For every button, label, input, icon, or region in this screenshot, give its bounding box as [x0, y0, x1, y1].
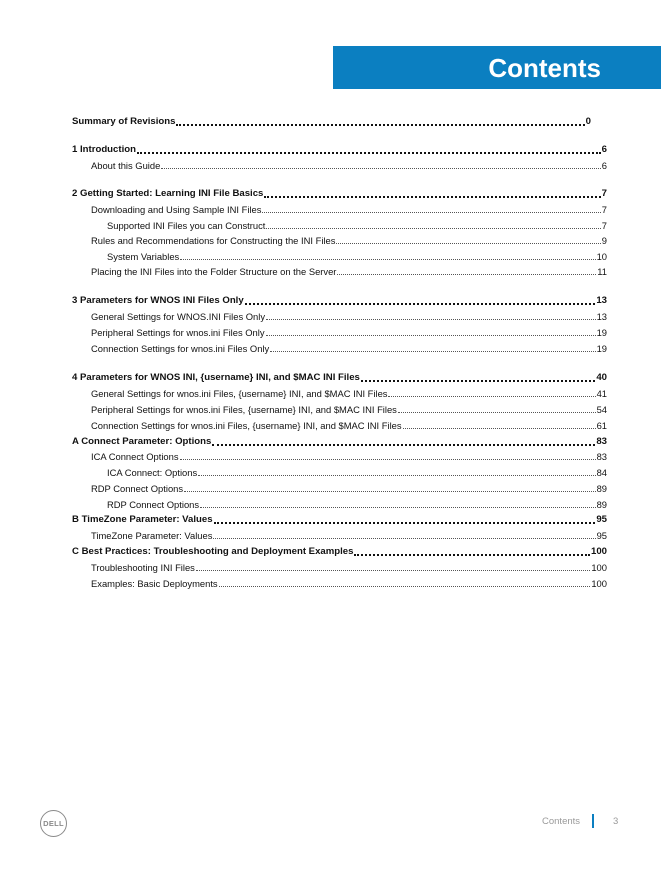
toc-entry-page: 95 [596, 514, 607, 525]
toc-entry-page: 13 [596, 311, 607, 322]
toc-entry-page: 7 [601, 188, 607, 199]
toc-entry-text: Placing the INI Files into the Folder Structure on the Server [91, 266, 337, 277]
dot-leader [219, 576, 591, 587]
dot-leader [184, 481, 596, 492]
toc-entry-placing-ini-files[interactable] [72, 264, 607, 278]
dell-logo-text: DELL [43, 819, 64, 828]
toc-entry-text: 1 Introduction [72, 144, 136, 155]
dot-leader [403, 418, 596, 429]
dot-leader [214, 512, 596, 524]
toc-entry-page: 100 [591, 562, 607, 573]
toc-entry-text: TimeZone Parameter: Values [91, 530, 213, 541]
toc-entry-text: Peripheral Settings for wnos.ini Files Only [91, 327, 265, 338]
toc-entry-page: 19 [596, 343, 607, 354]
dot-leader [213, 528, 595, 539]
dot-leader [337, 264, 596, 275]
toc-entry-page: 6 [601, 144, 607, 155]
dot-leader [200, 497, 596, 508]
toc-entry-page: 100 [591, 578, 607, 589]
toc-entry-text: Rules and Recommendations for Constructing the INI Files [91, 235, 336, 246]
toc-entry-general-settings-all[interactable] [72, 386, 607, 400]
toc-entry-timezone-parameter[interactable] [72, 512, 607, 526]
dot-leader [264, 186, 600, 198]
toc-entry-page: 54 [596, 404, 607, 415]
toc-entry-page: 0 [585, 116, 591, 127]
dot-leader [354, 544, 590, 556]
dot-leader [161, 158, 600, 169]
toc-entry-text: Downloading and Using Sample INI Files [91, 204, 262, 215]
toc-entry-page: 40 [596, 372, 607, 383]
toc-entry-page: 10 [596, 251, 607, 262]
toc-entry-text: RDP Connect Options [107, 499, 200, 510]
toc-entry-text: General Settings for wnos.ini Files, {username} INI, and $MAC INI Files [91, 388, 388, 399]
toc-entry-text: ICA Connect Options [91, 451, 179, 462]
toc-entry-summary-of-revisions[interactable] [72, 114, 591, 128]
footer-page-number: 3 [613, 816, 619, 827]
toc-entry-page: 61 [596, 420, 607, 431]
dot-leader [266, 218, 600, 229]
dot-leader [361, 370, 595, 382]
toc-entry-page: 13 [596, 295, 607, 306]
toc-entry-page: 19 [596, 327, 607, 338]
toc-entry-best-practices[interactable] [72, 544, 607, 558]
toc-entry-text: C Best Practices: Troubleshooting and Deployment Examples [72, 546, 354, 557]
toc-entry-page: 7 [601, 204, 607, 215]
toc-entry-connection-settings-all[interactable] [72, 418, 607, 432]
dot-leader [266, 309, 596, 320]
toc-entry-downloading-sample-ini[interactable] [72, 202, 607, 216]
dot-leader [388, 386, 595, 397]
dot-leader [270, 341, 595, 352]
toc-entry-introduction[interactable] [72, 142, 607, 156]
dot-leader [212, 434, 595, 446]
toc-entry-text: System Variables [107, 251, 180, 262]
dot-leader [196, 560, 590, 571]
toc-entry-general-settings-wnos[interactable] [72, 309, 607, 323]
dot-leader [336, 233, 600, 244]
toc-entry-timezone-values[interactable] [72, 528, 607, 542]
contents-banner [333, 46, 661, 89]
dot-leader [398, 402, 596, 413]
toc-entry-text: Summary of Revisions [72, 116, 176, 127]
toc-entry-page: 6 [601, 160, 607, 171]
toc-entry-text: Supported INI Files you can Construct [107, 220, 266, 231]
toc-entry-connect-parameter-options[interactable] [72, 434, 607, 448]
dot-leader [245, 293, 596, 305]
dell-logo [40, 810, 67, 837]
toc-entry-text: 2 Getting Started: Learning INI File Basics [72, 188, 264, 199]
toc-entry-page: 100 [590, 546, 607, 557]
toc-entry-ica-connect-options[interactable] [72, 449, 607, 463]
toc-entry-text: Troubleshooting INI Files [91, 562, 195, 573]
dot-leader [176, 114, 584, 126]
toc-entry-page: 11 [597, 266, 607, 277]
toc-entry-rdp-connect-options[interactable] [72, 481, 607, 495]
toc-entry-text: A Connect Parameter: Options [72, 436, 212, 447]
toc-entry-connection-settings-wnos[interactable] [72, 341, 607, 355]
toc-entry-page: 89 [596, 483, 607, 494]
dot-leader [266, 325, 596, 336]
toc-entry-text: About this Guide [91, 160, 161, 171]
toc-entry-text: Connection Settings for wnos.ini Files, {username} INI, and $MAC INI Files [91, 420, 402, 431]
toc-entry-peripheral-settings-wnos[interactable] [72, 325, 607, 339]
toc-entry-ica-connect-options-sub[interactable] [72, 465, 607, 479]
toc-entry-troubleshooting-ini[interactable] [72, 560, 607, 574]
toc-entry-text: Examples: Basic Deployments [91, 578, 218, 589]
toc-entry-supported-ini-files[interactable] [72, 218, 607, 232]
dot-leader [137, 142, 601, 154]
toc-entry-page: 83 [596, 451, 607, 462]
footer-section-label: Contents [542, 816, 581, 827]
toc-entry-page: 7 [601, 220, 607, 231]
toc-entry-wnos-username-mac[interactable] [72, 370, 607, 384]
footer-divider [592, 814, 594, 828]
toc-entry-basic-deployments[interactable] [72, 576, 607, 590]
toc-entry-text: RDP Connect Options [91, 483, 184, 494]
dot-leader [198, 465, 595, 476]
toc-entry-page: 9 [601, 235, 607, 246]
toc-entry-text: General Settings for WNOS.INI Files Only [91, 311, 266, 322]
toc-entry-page: 83 [596, 436, 607, 447]
toc-entry-page: 41 [596, 388, 607, 399]
dot-leader [180, 249, 595, 260]
dot-leader [262, 202, 600, 213]
toc-entry-text: Peripheral Settings for wnos.ini Files, {username} INI, and $MAC INI Files [91, 404, 397, 415]
toc-entry-wnos-ini-only[interactable] [72, 293, 607, 307]
toc-entry-page: 95 [596, 530, 607, 541]
toc-entry-text: 4 Parameters for WNOS INI, {username} INI, and $MAC INI Files [72, 372, 360, 383]
toc-entry-rules-recommendations[interactable] [72, 233, 607, 247]
toc-entry-rdp-connect-options-sub[interactable] [72, 497, 607, 511]
dot-leader [180, 449, 596, 460]
toc-entry-system-variables[interactable] [72, 249, 607, 263]
toc-entry-page: 89 [596, 499, 607, 510]
toc-entry-peripheral-settings-all[interactable] [72, 402, 607, 416]
toc-entry-getting-started[interactable] [72, 186, 607, 200]
toc-entry-text: Connection Settings for wnos.ini Files Only [91, 343, 270, 354]
toc-entry-text: 3 Parameters for WNOS INI Files Only [72, 295, 244, 306]
toc-entry-about-this-guide[interactable] [72, 158, 607, 172]
page-title: Contents [488, 53, 601, 83]
toc-entry-text: B TimeZone Parameter: Values [72, 514, 213, 525]
toc-entry-text: ICA Connect: Options [107, 467, 198, 478]
toc-entry-page: 84 [596, 467, 607, 478]
